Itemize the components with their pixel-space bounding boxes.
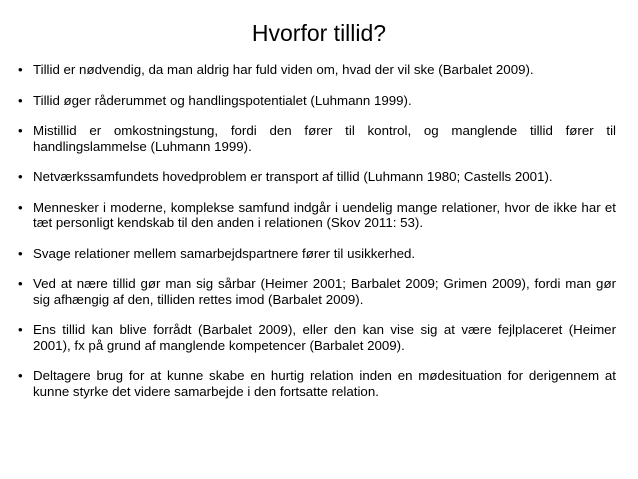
bullet-item bbox=[18, 93, 616, 109]
bullet-text: Ens tillid kan blive forrådt (Barbalet 2009), eller den kan vise sig at være fejlplaceret (Heimer 2001), fx på grund af manglende kompetencer (Barbalet 2009). bbox=[33, 322, 616, 353]
bullet-text: Mennesker i moderne, komplekse samfund indgår i uendelig mange relationer, hvor de ikke har et tæt personligt kendskab til den anden i relationen (Skov 2011: 53). bbox=[33, 199, 616, 230]
bullet-item bbox=[18, 200, 616, 231]
bullet-text: Netværkssamfundets hovedproblem er transport af tillid (Luhmann 1980; Castells 2001). bbox=[33, 169, 553, 184]
bullet-text: Tillid øger råderummet og handlingspotentialet (Luhmann 1999). bbox=[33, 92, 412, 108]
bullet-item bbox=[18, 322, 616, 353]
bullet-text: Ved at nære tillid gør man sig sårbar (Heimer 2001; Barbalet 2009; Grimen 2009), fordi man gør sig afhængig af den, tilliden rettes imod (Barbalet 2009). bbox=[33, 276, 616, 307]
bullet-text: Tillid er nødvendig, da man aldrig har fuld viden om, hvad der vil ske (Barbalet 2009). bbox=[33, 62, 534, 77]
bullet-dot-icon: • bbox=[18, 276, 23, 291]
bullet-item bbox=[18, 246, 616, 262]
bullet-dot-icon: • bbox=[18, 199, 23, 215]
bullet-text: Svage relationer mellem samarbejdspartnere fører til usikkerhed. bbox=[33, 245, 416, 261]
bullet-dot-icon: • bbox=[18, 169, 23, 184]
bullet-dot-icon: • bbox=[18, 322, 23, 337]
bullet-dot-icon: • bbox=[18, 123, 23, 138]
bullet-dot-icon: • bbox=[18, 92, 23, 108]
bullet-text: Deltagere brug for at kunne skabe en hurtig relation inden en mødesituation for derigennem at kunne styrke det videre samarbejde i den fortsatte relation. bbox=[33, 368, 616, 399]
bullet-item bbox=[18, 368, 616, 399]
bullet-dot-icon: • bbox=[18, 368, 23, 383]
bullet-text: Mistillid er omkostningstung, fordi den fører til kontrol, og manglende tillid fører til handlingslammelse (Luhmann 1999). bbox=[33, 123, 616, 154]
bullet-list bbox=[18, 62, 616, 414]
bullet-dot-icon: • bbox=[18, 245, 23, 261]
bullet-item bbox=[18, 123, 616, 154]
bullet-item bbox=[18, 62, 616, 78]
bullet-item bbox=[18, 276, 616, 307]
bullet-item bbox=[18, 169, 616, 185]
slide-title: Hvorfor tillid? bbox=[251, 20, 387, 46]
bullet-dot-icon: • bbox=[18, 62, 23, 77]
